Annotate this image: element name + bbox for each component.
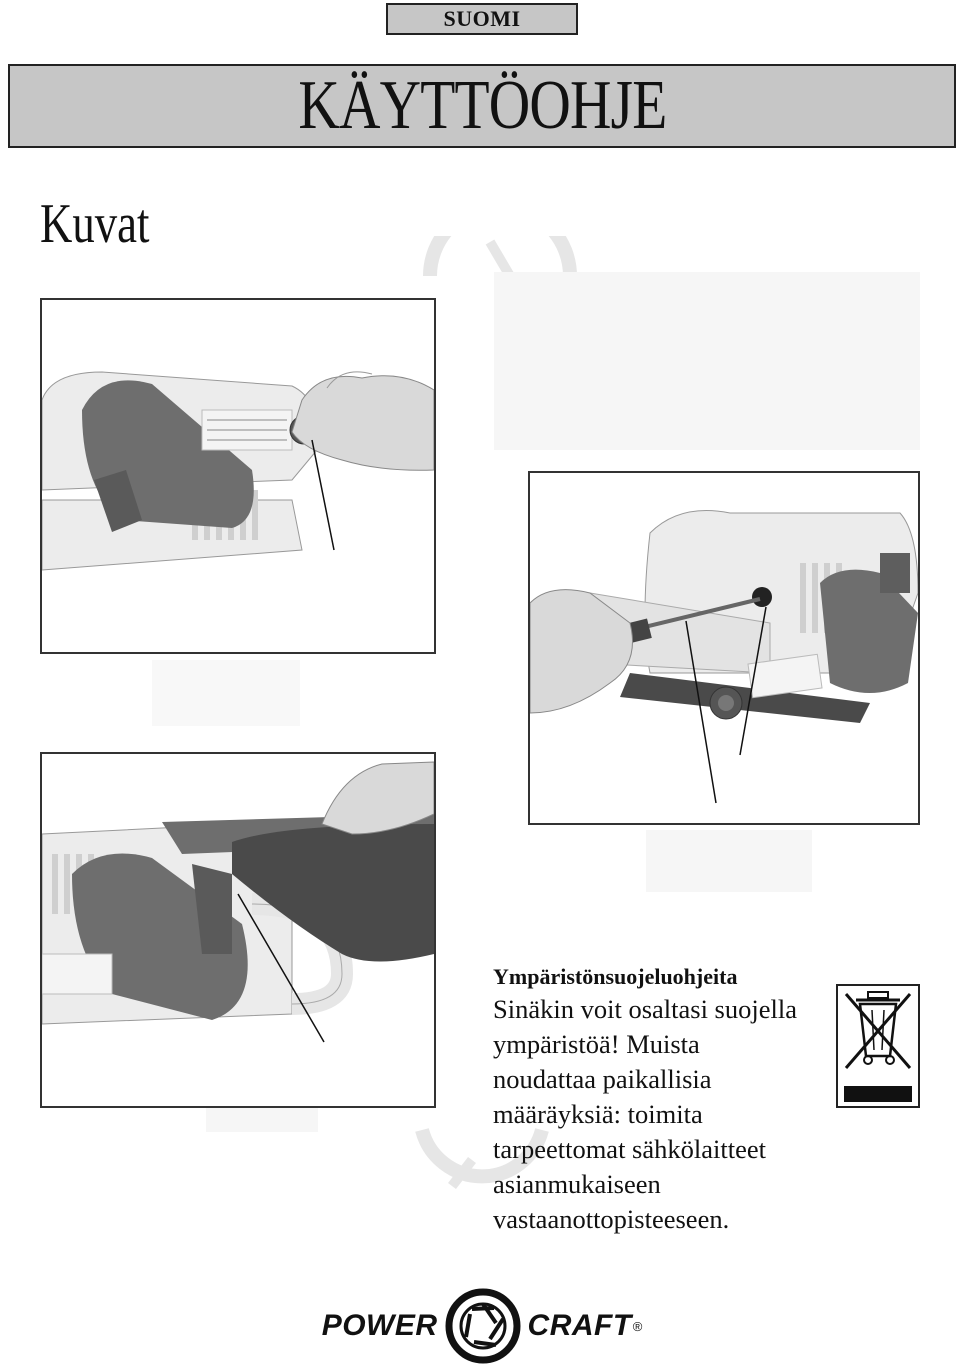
environment-notice <box>493 962 833 1237</box>
page-title-bar <box>8 64 956 148</box>
brand-logo <box>300 1286 664 1366</box>
environment-line: asianmukaiseen <box>493 1169 661 1199</box>
watermark-logo-icon <box>420 236 580 276</box>
figure-brush-access <box>528 471 920 825</box>
brand-word-right: CRAFT <box>527 1309 632 1342</box>
figure-3-illustration <box>42 754 434 1106</box>
environment-line: vastaanottopisteeseen. <box>493 1204 730 1234</box>
page-title: KÄYTTÖOHJE <box>297 67 667 144</box>
environment-line: ympäristöä! Muista <box>493 1029 700 1059</box>
weee-symbol <box>836 984 920 1108</box>
figure-2-caption-2: Skruetrækker <box>746 795 825 810</box>
figure-adjustment-knob <box>40 298 436 654</box>
background-block <box>494 272 920 450</box>
environment-line: tarpeettomat sähkölaitteet <box>493 1134 766 1164</box>
figure-1-illustration <box>42 300 434 652</box>
figure-dust-bag <box>40 752 436 1108</box>
background-block <box>206 1104 318 1132</box>
background-block <box>152 660 300 726</box>
aperture-logo-icon <box>444 1287 522 1365</box>
brand-word-left: POWER <box>321 1309 438 1342</box>
background-block <box>646 830 812 892</box>
registered-mark: ® <box>632 1318 643 1334</box>
environment-line: noudattaa paikallisia <box>493 1064 712 1094</box>
environment-line: Sinäkin voit osaltasi suojella <box>493 994 797 1024</box>
language-text: SUOMI <box>443 6 521 31</box>
crossed-out-wheelie-bin-icon <box>838 986 918 1106</box>
section-heading: Kuvat <box>40 193 150 255</box>
language-label <box>386 3 578 35</box>
figure-1-caption: Justeringsknap <box>280 560 368 575</box>
figure-3-caption: Montering af støvsugerpose <box>214 1048 376 1063</box>
environment-line: määräyksiä: toimita <box>493 1099 703 1129</box>
figure-2-caption-1: Indgang til Kul <box>756 755 839 770</box>
figure-2-illustration <box>530 473 918 823</box>
environment-heading: Ympäristönsuojeluohjeita <box>493 964 738 989</box>
